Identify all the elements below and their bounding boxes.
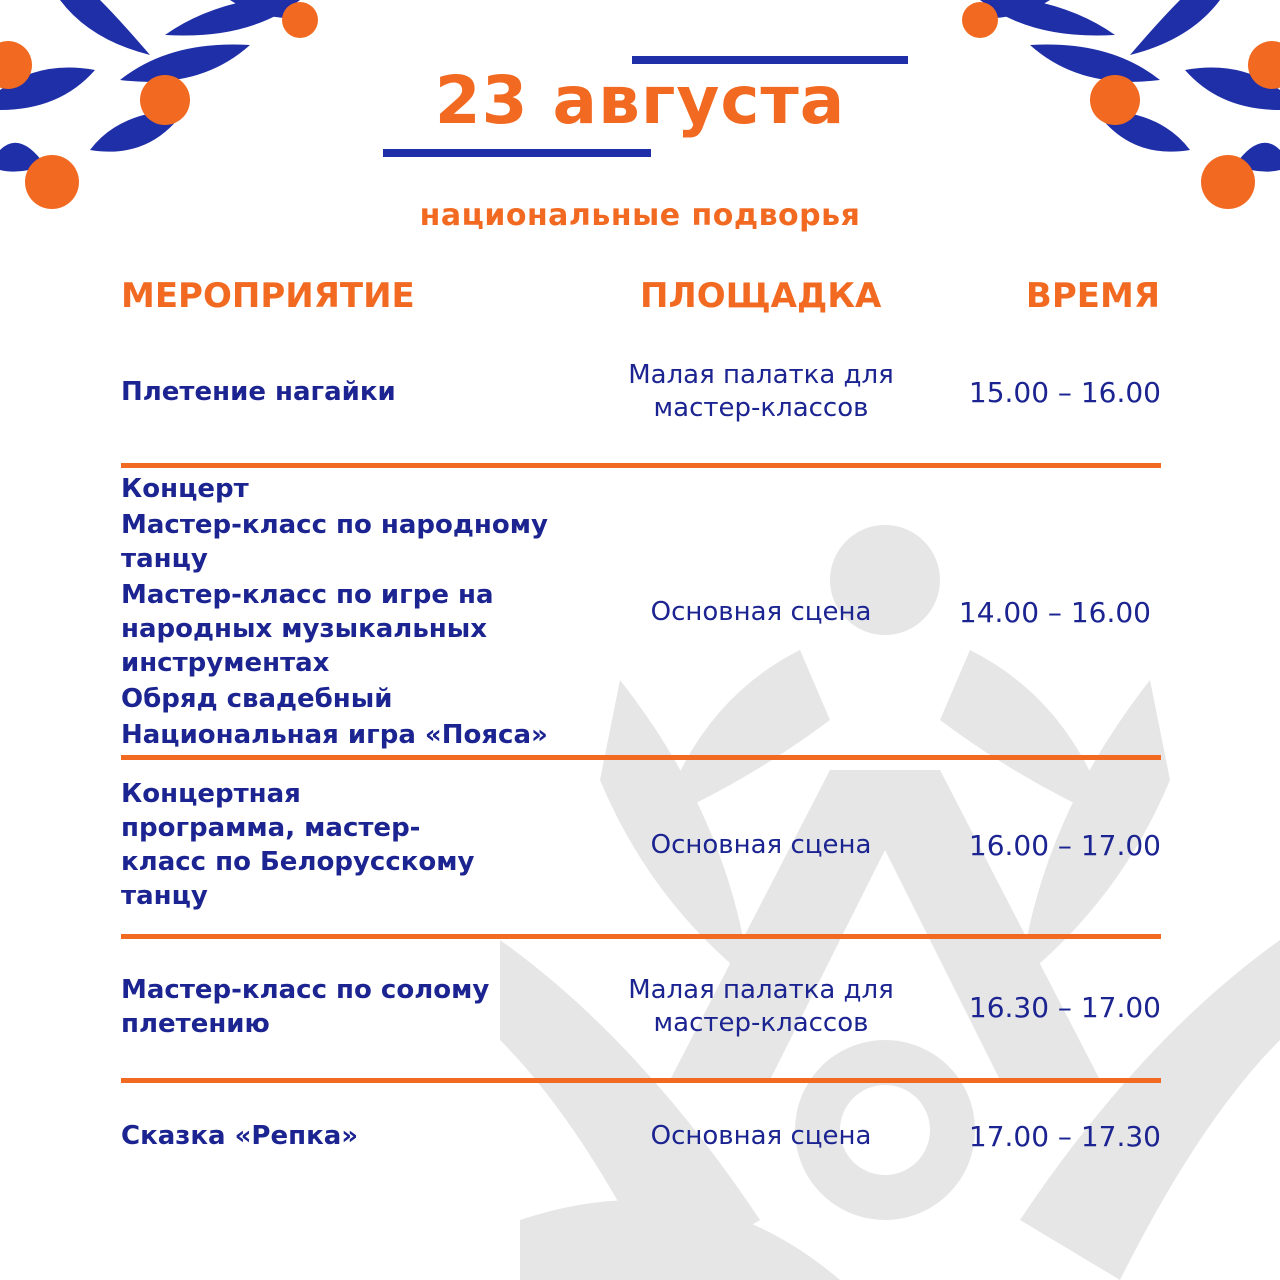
event-name: Сказка «Репка»: [121, 1121, 359, 1151]
event-name: Концерт: [121, 474, 249, 504]
schedule-row: [121, 962, 1161, 1052]
column-header-event: МЕРОПРИЯТИЕ: [121, 276, 415, 316]
event-name: Мастер-класс по народному танцу: [121, 510, 548, 574]
event-cell: [121, 340, 641, 444]
time-cell: 16.30 – 17.00: [968, 990, 1161, 1024]
event-cell: [121, 962, 491, 1052]
event-name: Плетение нагайки: [121, 377, 396, 407]
page-subtitle: национальные подворья: [419, 198, 861, 233]
event-cell: [121, 474, 641, 750]
venue-cell: Основная сцена: [650, 1120, 872, 1151]
event-cell: [121, 1110, 641, 1162]
row-divider: [121, 934, 1161, 939]
schedule-row: [121, 340, 1161, 444]
column-header-time: ВРЕМЯ: [1025, 276, 1160, 316]
schedule-row: [121, 1110, 1161, 1162]
venue-cell: Малая палатка для мастер-классов: [628, 975, 894, 1038]
time-cell: 16.00 – 17.00: [968, 828, 1161, 862]
event-name: Обряд свадебный: [121, 684, 393, 714]
time-cell: 14.00 – 16.00: [958, 595, 1151, 629]
venue-cell: Основная сцена: [650, 829, 872, 860]
event-cell: [121, 779, 481, 911]
event-name: Национальная игра «Пояса»: [121, 720, 548, 750]
event-name: Концертная программа, мастер-класс по Белорусскому танцу: [121, 779, 475, 911]
time-cell: 17.00 – 17.30: [968, 1119, 1161, 1153]
event-name: Мастер-класс по игре на народных музыкальных инструментах: [121, 580, 494, 678]
schedule-row: [121, 474, 1161, 750]
schedule-row: [121, 779, 1161, 911]
row-divider: [121, 463, 1161, 468]
event-name: Мастер-класс по солому плетению: [121, 975, 490, 1039]
column-header-venue: ПЛОЩАДКА: [640, 276, 882, 316]
time-cell: 15.00 – 16.00: [968, 375, 1161, 409]
row-divider: [121, 1078, 1161, 1083]
venue-cell: Малая палатка для мастер-классов: [628, 360, 894, 423]
row-divider: [121, 755, 1161, 760]
venue-cell: Основная сцена: [650, 596, 872, 627]
page-title-date: 23 августа: [434, 62, 846, 139]
title-rule-bottom: [383, 149, 651, 157]
